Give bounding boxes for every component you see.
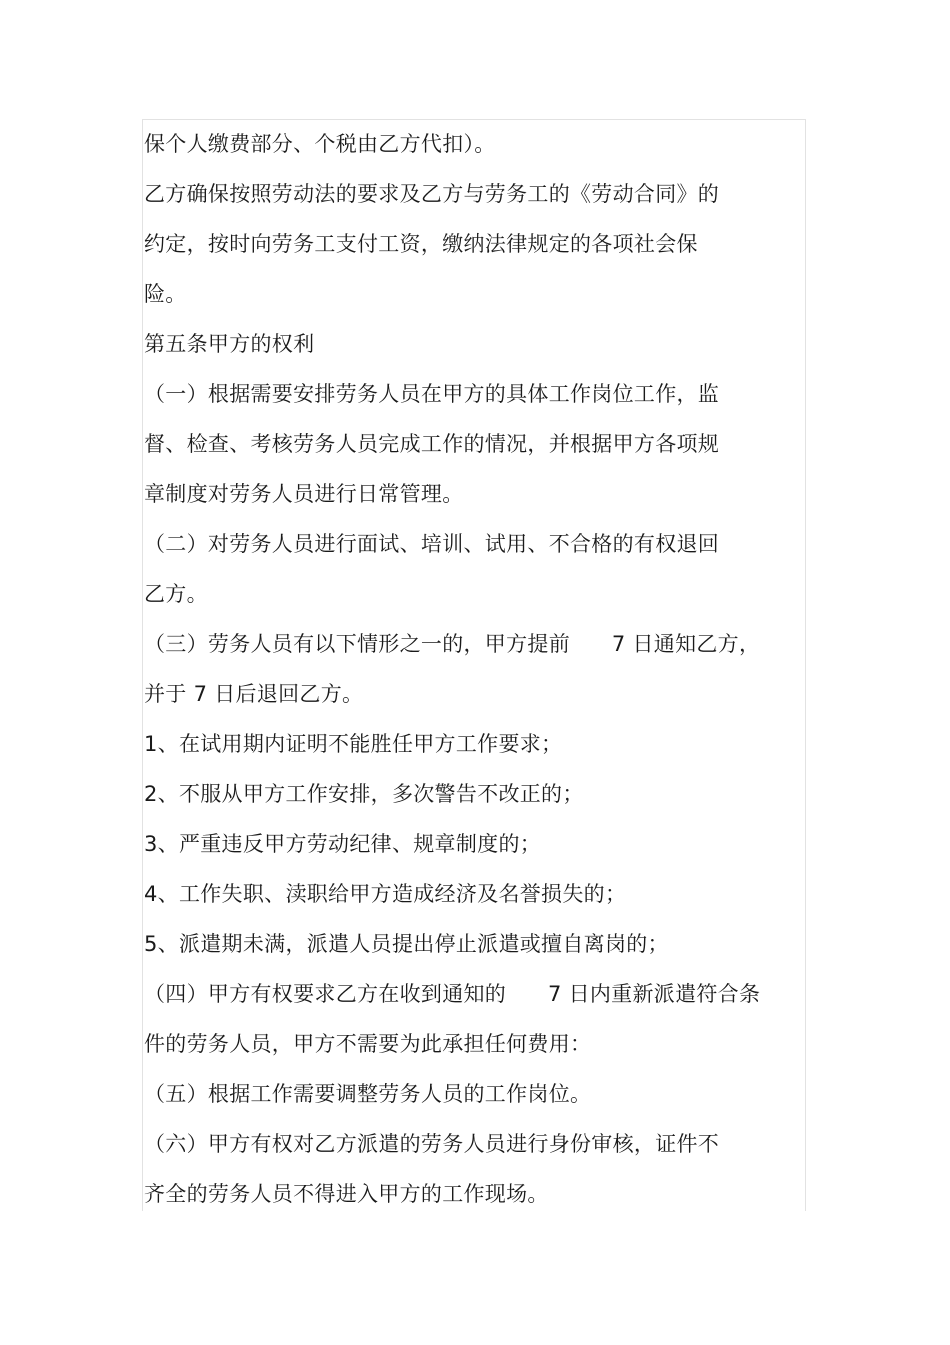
text-line: 齐全的劳务人员不得进入甲方的工作现场。 bbox=[144, 1182, 549, 1206]
text-line: 险。 bbox=[144, 282, 187, 306]
text-line: 章制度对劳务人员进行日常管理。 bbox=[144, 482, 464, 506]
text-line: （六）甲方有权对乙方派遣的劳务人员进行身份审核，证件不 bbox=[144, 1132, 720, 1156]
text-line: 件的劳务人员，甲方不需要为此承担任何费用： bbox=[144, 1032, 592, 1056]
text-line: （二）对劳务人员进行面试、培训、试用、不合格的有权退回 bbox=[144, 532, 720, 556]
list-item: 3、严重违反甲方劳动纪律、规章制度的； bbox=[144, 832, 542, 856]
text-line: 并于 7 日后退回乙方。 bbox=[144, 682, 364, 706]
text-line: （五）根据工作需要调整劳务人员的工作岗位。 bbox=[144, 1082, 592, 1106]
list-item: 1、在试用期内证明不能胜任甲方工作要求； bbox=[144, 732, 563, 756]
document-body bbox=[144, 125, 784, 1225]
text-line: （三）劳务人员有以下情形之一的，甲方提前 7 日通知乙方， bbox=[144, 632, 761, 656]
text-line: 乙方。 bbox=[144, 582, 208, 606]
list-item: 4、工作失职、渎职给甲方造成经济及名誉损失的； bbox=[144, 882, 627, 906]
section-heading: 第五条甲方的权利 bbox=[144, 332, 315, 356]
text-line: 约定，按时向劳务工支付工资，缴纳法律规定的各项社会保 bbox=[144, 232, 698, 256]
text-line: （一）根据需要安排劳务人员在甲方的具体工作岗位工作，监 bbox=[144, 382, 720, 406]
text-line: （四）甲方有权要求乙方在收到通知的 7 日内重新派遣符合条 bbox=[144, 982, 761, 1006]
list-item: 2、不服从甲方工作安排，多次警告不改正的； bbox=[144, 782, 584, 806]
text-line: 保个人缴费部分、个税由乙方代扣）。 bbox=[144, 132, 496, 156]
list-item: 5、派遣期未满，派遣人员提出停止派遣或擅自离岗的； bbox=[144, 932, 669, 956]
text-line: 督、检查、考核劳务人员完成工作的情况，并根据甲方各项规 bbox=[144, 432, 720, 456]
text-line: 乙方确保按照劳动法的要求及乙方与劳务工的《劳动合同》的 bbox=[144, 182, 720, 206]
